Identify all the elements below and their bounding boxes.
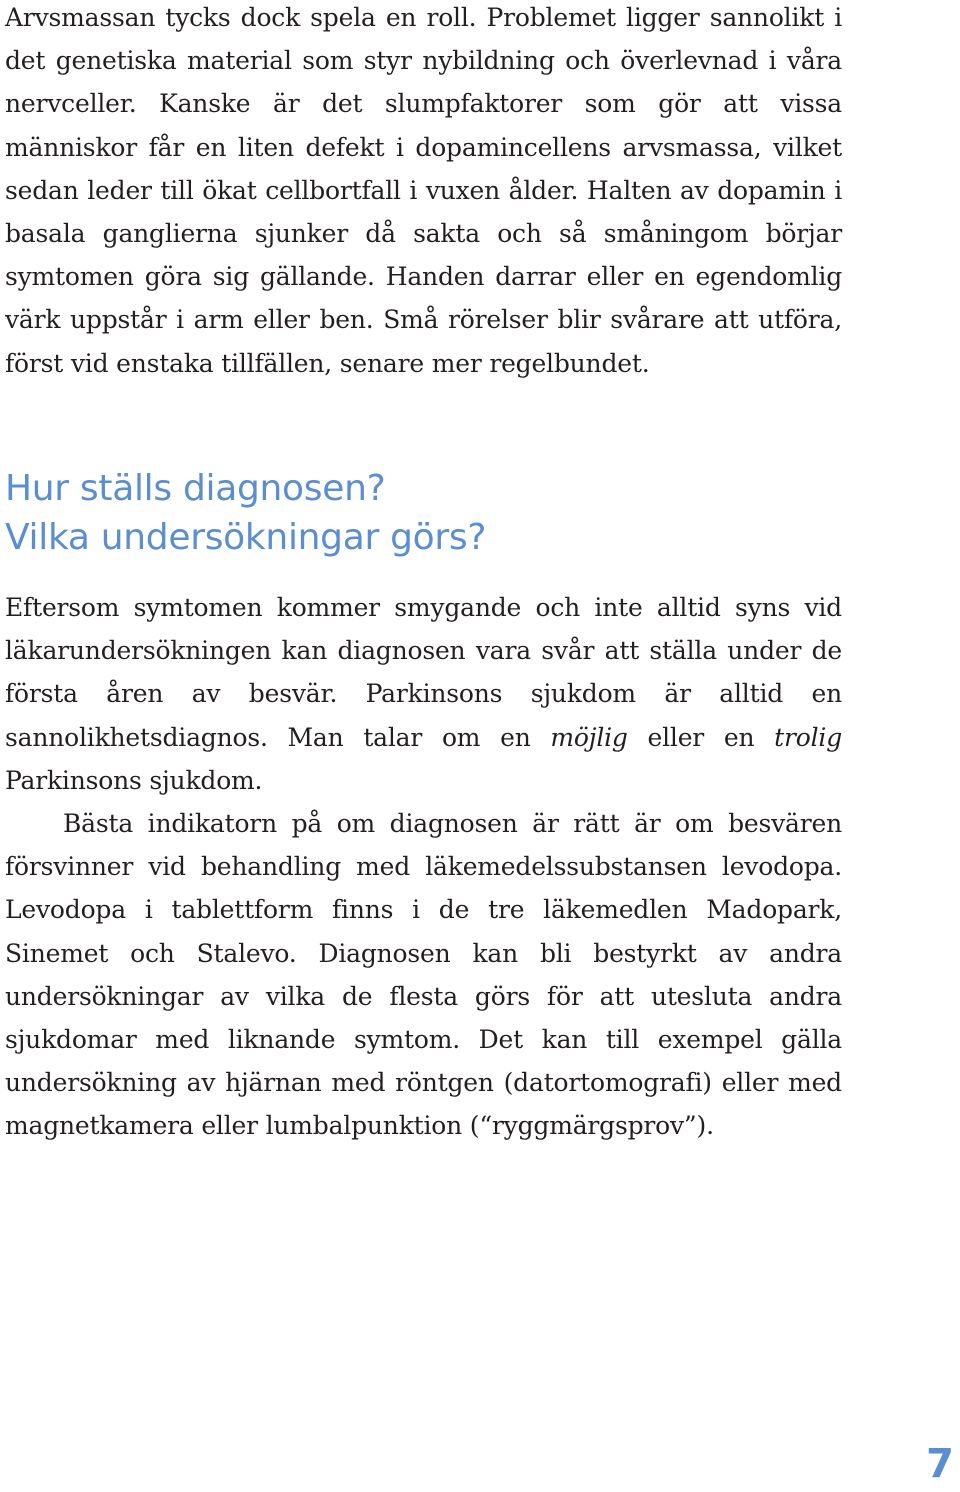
emphasis-mojlig: möjlig xyxy=(550,722,628,752)
section-heading-line-1: Hur ställs diagnosen? xyxy=(5,468,386,509)
body-paragraph-1: Arvsmassan tycks dock spela en roll. Problemet ligger sannolikt i det genetiska material som styr nybildning och överlevnad i våra nervceller. Kanske är det slumpfaktorer som gör att vissa människor får en liten defekt i dopamincellens arvsmassa, vilket sedan leder till ökat cellbortfall i vuxen ålder. Halten av dopamin i basala ganglierna sjunker då sakta och så småningom börjar symtomen göra sig gällande. Handen darrar eller en egendomlig värk uppstår i arm eller ben. Små rörelser blir svårare att utföra, först vid enstaka tillfällen, senare mer regelbundet. xyxy=(5,3,842,378)
page-number: 7 xyxy=(926,1441,954,1487)
section-heading-line-2: Vilka undersökningar görs? xyxy=(5,517,487,558)
body-paragraph-3: Bästa indikatorn på om diagnosen är rätt är om besvären försvinner vid behandling med läkemedelssubstansen levodopa. Levodopa i tablettform finns i de tre läkemedlen Madopark, Sinemet och Stalevo. Diagnosen kan bli bestyrkt av andra undersökningar av vilka de flesta görs för att utesluta andra sjukdomar med liknande symtom. Det kan till exempel gälla undersökning av hjärnan med röntgen (datortomografi) eller med magnetkamera eller lumbalpunktion (“ryggmärgsprov”). xyxy=(5,809,842,1141)
section-heading xyxy=(5,464,486,562)
emphasis-trolig: trolig xyxy=(774,722,842,752)
paragraph-2-text-1: Eftersom symtomen kommer smygande och inte alltid syns vid läkarundersökningen kan diagnosen vara svår att ställa under de första åren av besvär. Parkinsons sjukdom är alltid en sannolikhetsdiagnos. Man talar om en xyxy=(5,593,842,752)
paragraph-2-text-3: Parkinsons sjukdom. xyxy=(5,765,263,795)
body-paragraph-2 xyxy=(5,586,842,802)
paragraph-2-text-2: eller en xyxy=(627,722,775,752)
